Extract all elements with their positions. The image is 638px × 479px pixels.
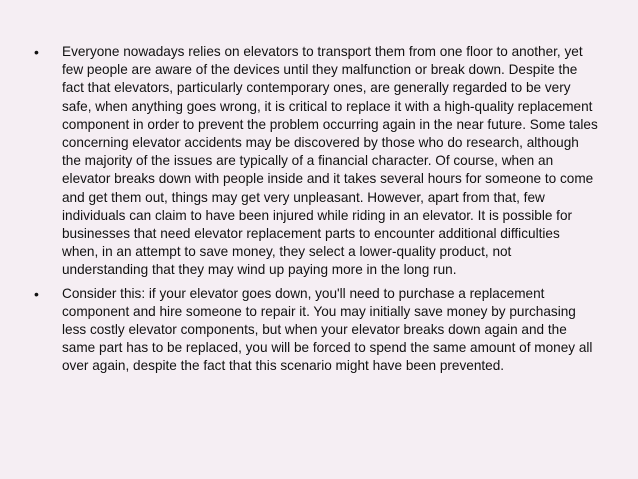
bullet-item-2 xyxy=(34,285,599,376)
bullet-marker: • xyxy=(34,285,39,302)
bullet-list xyxy=(34,43,599,381)
bullet-text: Everyone nowadays relies on elevators to transport them from one floor to another, yet few people are aware of the devices until they malfunction or break down. Despite the fact that elevators, particularly contemporary ones, are generally regarded to be very safe, when anything goes wrong, it is critical to replace it with a high-quality replacement component in order to prevent the problem occurring again in the near future. Some tales concerning elevator accidents may be discovered by those who do research, although the majority of the issues are typically of a financial character. Of course, when an elevator breaks down with people inside and it takes several hours for someone to come and get them out, things may get very unpleasant. However, apart from that, few individuals can claim to have been injured while riding in an elevator. It is possible for businesses that need elevator replacement parts to encounter additional difficulties when, in an attempt to save money, they select a lower-quality product, not understanding that they may wind up paying more in the long run. xyxy=(62,44,598,278)
bullet-text: Consider this: if your elevator goes down, you'll need to purchase a replacement component and hire someone to repair it. You may initially save money by purchasing less costly elevator components, but when your elevator breaks down again and the same part has to be replaced, you will be forced to spend the same amount of money all over again, despite the fact that this scenario might have been prevented. xyxy=(62,285,593,374)
bullet-item-1 xyxy=(34,43,599,280)
bullet-marker: • xyxy=(34,44,39,60)
